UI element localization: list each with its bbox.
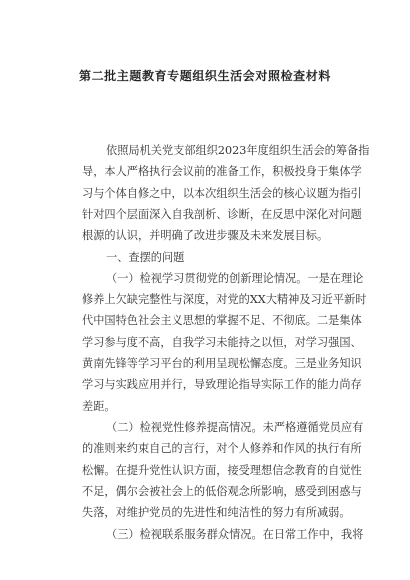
item-1-line-6: 学习与实践应用并行，导致理论指导实际工作的能力尚存: [82, 378, 362, 392]
intro-line-5: 根源的认识，并明确了改进步骤及未来发展目标。: [82, 229, 329, 243]
item-2-line-2: 的准则来约束自己的言行，对个人修养和作风的执行有所: [82, 442, 362, 456]
item-2-line-3: 松懈。在提升党性认识方面，接受理想信念教育的自觉性: [82, 463, 362, 477]
item-1-paragraph: [82, 268, 367, 417]
item-2-line-5: 失落，对维护党员的先进性和纯洁性的努力有所减弱。: [82, 506, 351, 520]
item-1-line-2: 修养上欠缺完整性与深度，对党的XX大精神及习近平新时: [82, 293, 367, 307]
item-2-line-4: 不足，偶尔会被社会上的低俗观念所影响，感受到困惑与: [82, 484, 362, 498]
intro-line-4: 针对四个层面深入自我剖析、诊断，在反思中深化对问题: [82, 207, 362, 221]
intro-line-2: 导，本人严格执行会议前的准备工作，积极投身于集体学: [82, 165, 362, 179]
item-3-line-1: （三）检视联系服务群众情况。在日常工作中，我将: [106, 527, 364, 541]
item-3-paragraph: [82, 524, 364, 545]
item-1-line-5: 黄南先锋等学习平台的利用呈现松懈态度。三是业务知识: [82, 356, 362, 370]
item-1-line-7: 差距。: [82, 399, 116, 413]
item-1-line-4: 学习参与度不高，自我学习未能持之以恒，对学习强国、: [82, 335, 362, 349]
section-heading: 一、查摆的问题: [106, 250, 185, 264]
item-1-line-3: 代中国特色社会主义思想的掌握不足、不彻底。二是集体: [82, 314, 362, 328]
item-2-line-1: （二）检视党性修养提高情况。未严格遵循党员应有: [106, 421, 364, 434]
intro-paragraph: [82, 140, 370, 246]
item-1-line-1: （一）检视学习贯彻党的创新理论情况。一是在理论: [106, 271, 364, 285]
item-2-paragraph: [82, 417, 364, 523]
section-heading-block: [82, 247, 336, 268]
document-title: 第二批主题教育专题组织生活会对照检查材料: [78, 69, 331, 83]
intro-line-1: 依照局机关党支部组织2023年度组织生活会的筹备指: [106, 144, 370, 157]
intro-line-3: 习与个体自修之中，以本次组织生活会的核心议题为指引: [82, 186, 362, 200]
